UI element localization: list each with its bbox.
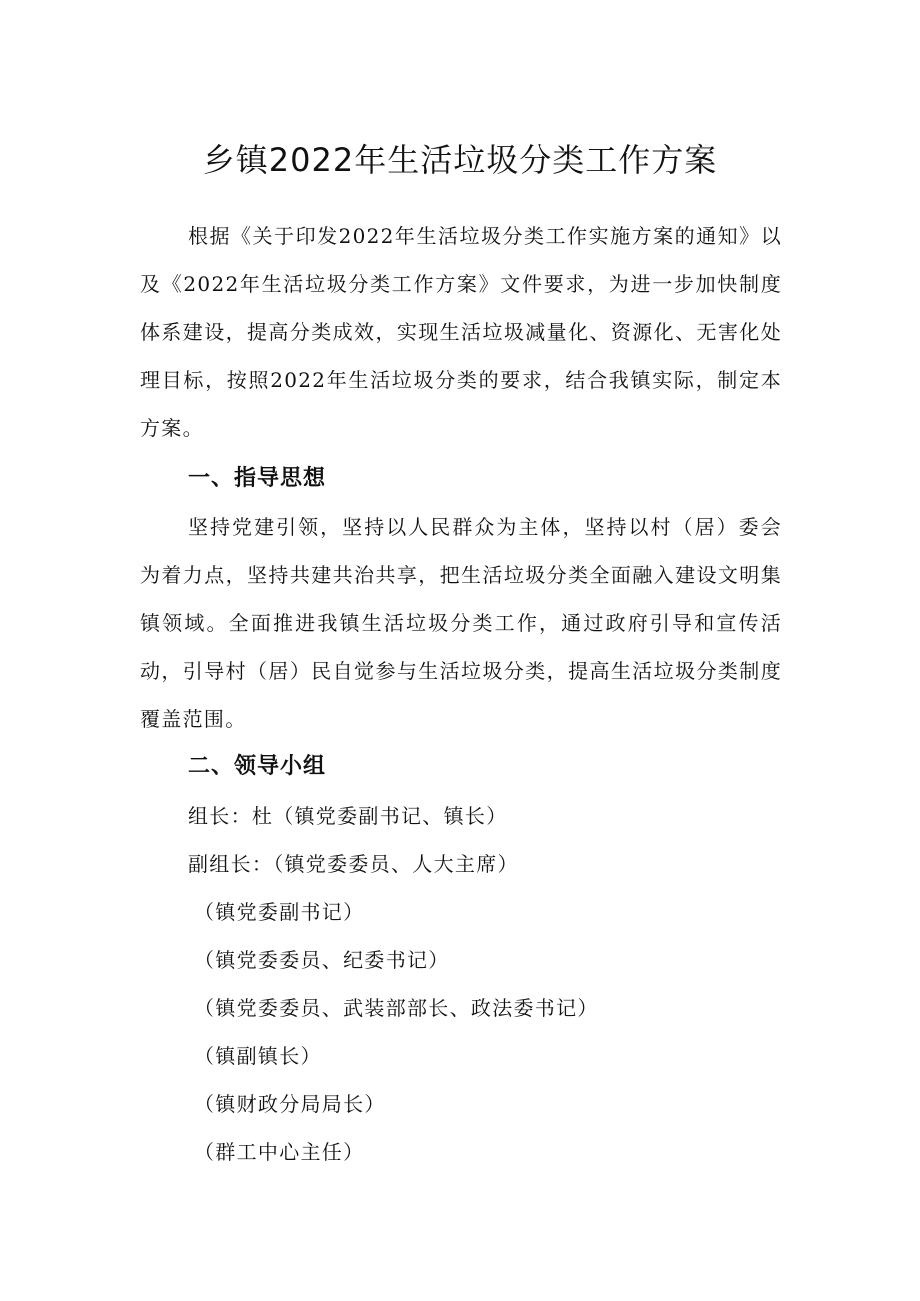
section-heading-guiding-ideology: 一、指导思想 <box>188 466 327 491</box>
member-line: （镇财政分局局长） <box>194 1092 386 1116</box>
member-line: （群工中心主任） <box>194 1140 365 1164</box>
member-line: （镇党委副书记） <box>194 900 365 924</box>
intro-paragraph: 根据《关于印发2022年生活垃圾分类工作实施方案的通知》以及《2022年生活垃圾分类工作方案》文件要求，为进一步加快制度体系建设，提高分类成效，实现生活垃圾减量化、资源化、无害化处理目标，按照2022年生活垃圾分类的要求，结合我镇实际，制定本方案。 <box>140 224 782 440</box>
section-heading-leading-group: 二、领导小组 <box>188 754 327 779</box>
document-title: 乡镇2022年生活垃圾分类工作方案 <box>202 141 718 179</box>
member-line: （镇党委委员、武装部部长、政法委书记） <box>194 996 599 1020</box>
group-leader-line: 组长：杜（镇党委副书记、镇长） <box>188 804 508 828</box>
guiding-ideology-paragraph: 坚持党建引领，坚持以人民群众为主体，坚持以村（居）委会为着力点，坚持共建共治共享，把生活垃圾分类全面融入建设文明集镇领域。全面推进我镇生活垃圾分类工作，通过政府引导和宣传活动，引导村（居）民自觉参与生活垃圾分类，提高生活垃圾分类制度覆盖范围。 <box>140 515 782 731</box>
member-line: （镇副镇长） <box>194 1044 322 1068</box>
member-line: （镇党委委员、纪委书记） <box>194 948 450 972</box>
deputy-leader-line: 副组长：（镇党委委员、人大主席） <box>188 852 519 876</box>
